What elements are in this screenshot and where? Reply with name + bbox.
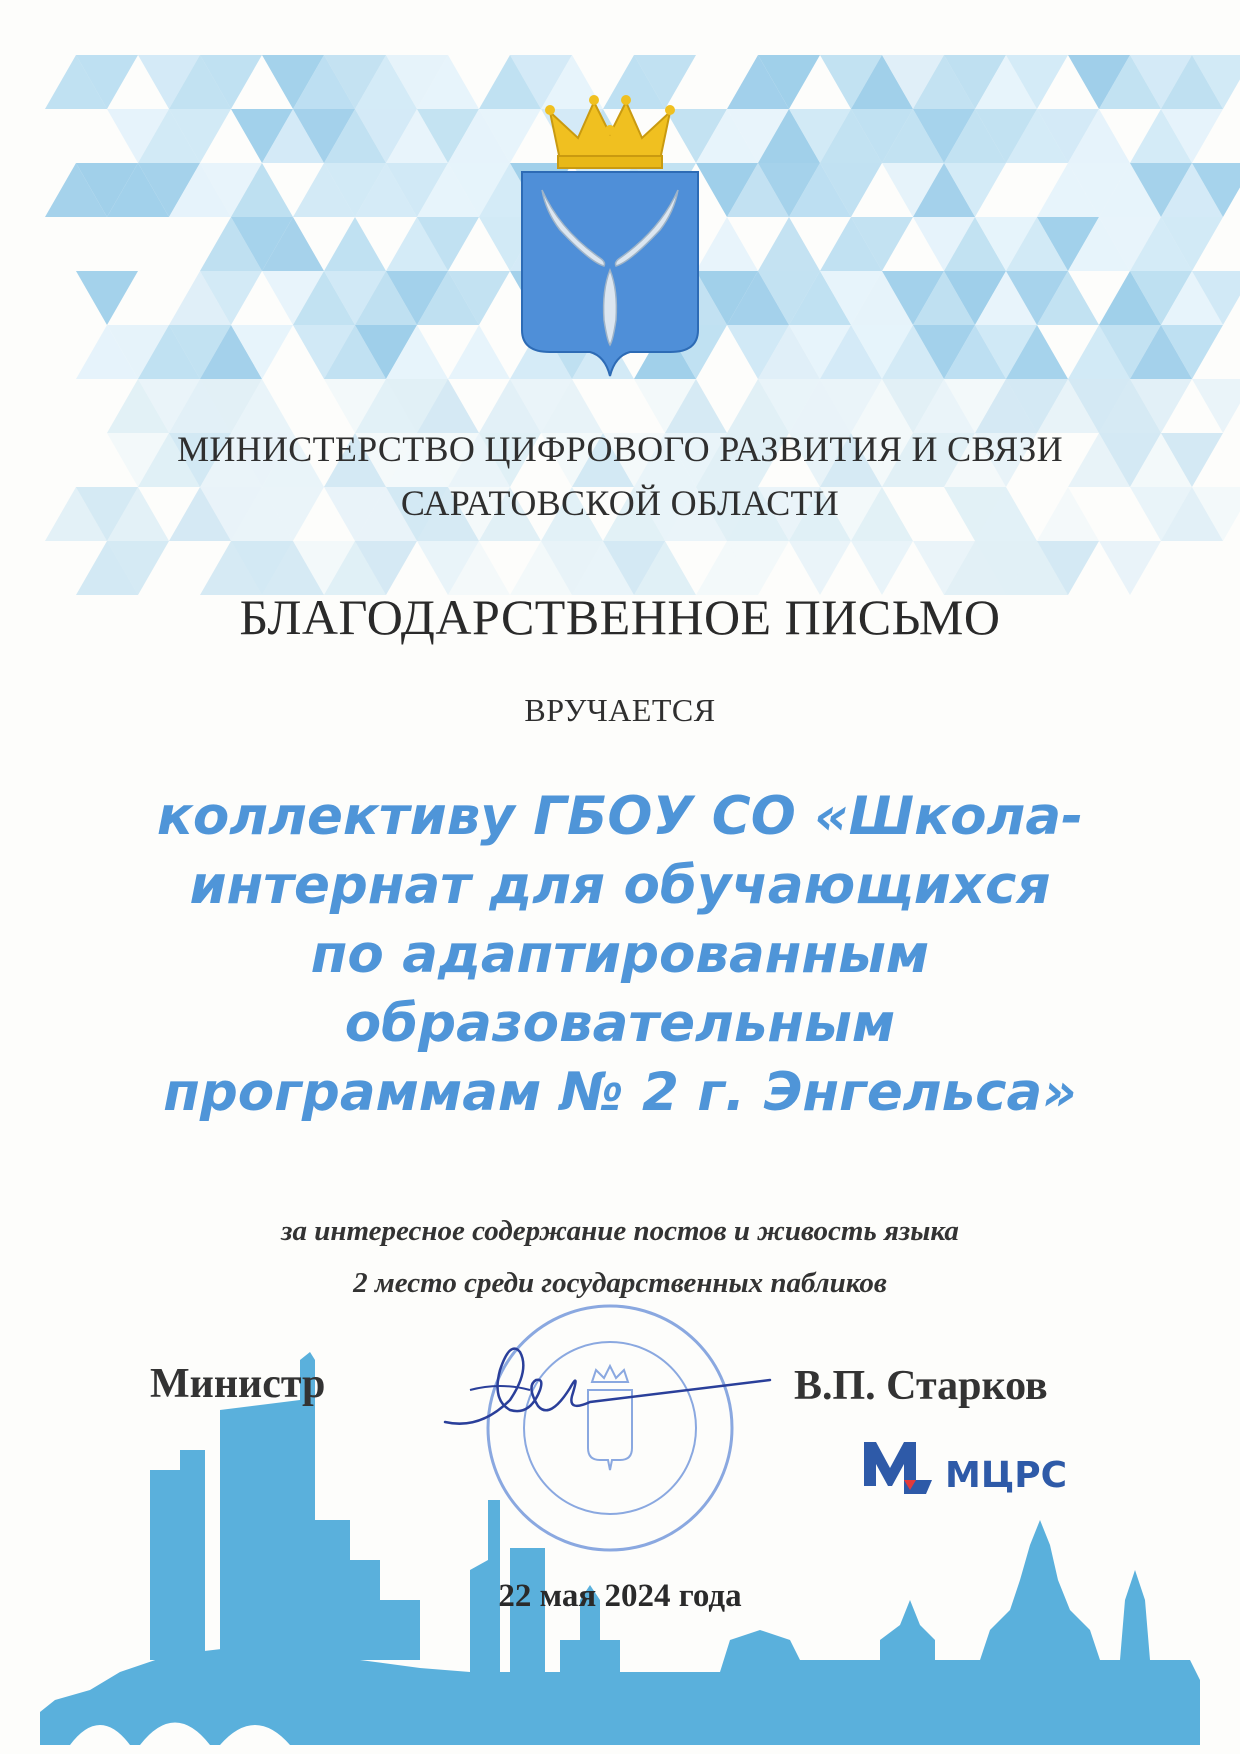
recipient-block xyxy=(0,782,1240,1127)
reason-line2: 2 место среди государственных пабликов xyxy=(353,1267,887,1299)
document-title: БЛАГОДАРСТВЕННОЕ ПИСЬМО xyxy=(239,589,1001,645)
saratov-coat-of-arms-icon xyxy=(520,90,700,390)
recipient-line: по адаптированным xyxy=(310,924,930,985)
given-label: ВРУЧАЕТСЯ xyxy=(524,692,716,728)
ministry-name-line2: САРАТОВСКОЙ ОБЛАСТИ xyxy=(400,483,840,523)
recipient-line: коллективу ГБОУ СО «Школа- xyxy=(156,786,1084,847)
recipient-line: образовательным xyxy=(344,993,896,1054)
reason-line1: за интересное содержание постов и живость языка xyxy=(281,1215,959,1247)
mcrs-logo-text: МЦРС xyxy=(945,1455,1068,1496)
recipient-line: интернат для обучающихся xyxy=(189,855,1051,916)
signatory-title: Министр xyxy=(150,1361,326,1407)
issue-date: 22 мая 2024 года xyxy=(498,1578,742,1614)
mcrs-logo-icon xyxy=(860,1434,940,1498)
ministry-name-line1: МИНИСТЕРСТВО ЦИФРОВОГО РАЗВИТИЯ И СВЯЗИ xyxy=(177,429,1063,469)
crown-icon xyxy=(545,95,675,168)
signatory-name: В.П. Старков xyxy=(794,1363,1048,1409)
recipient-line: программам № 2 г. Энгельса» xyxy=(163,1062,1077,1123)
handwritten-signature xyxy=(440,1330,780,1450)
